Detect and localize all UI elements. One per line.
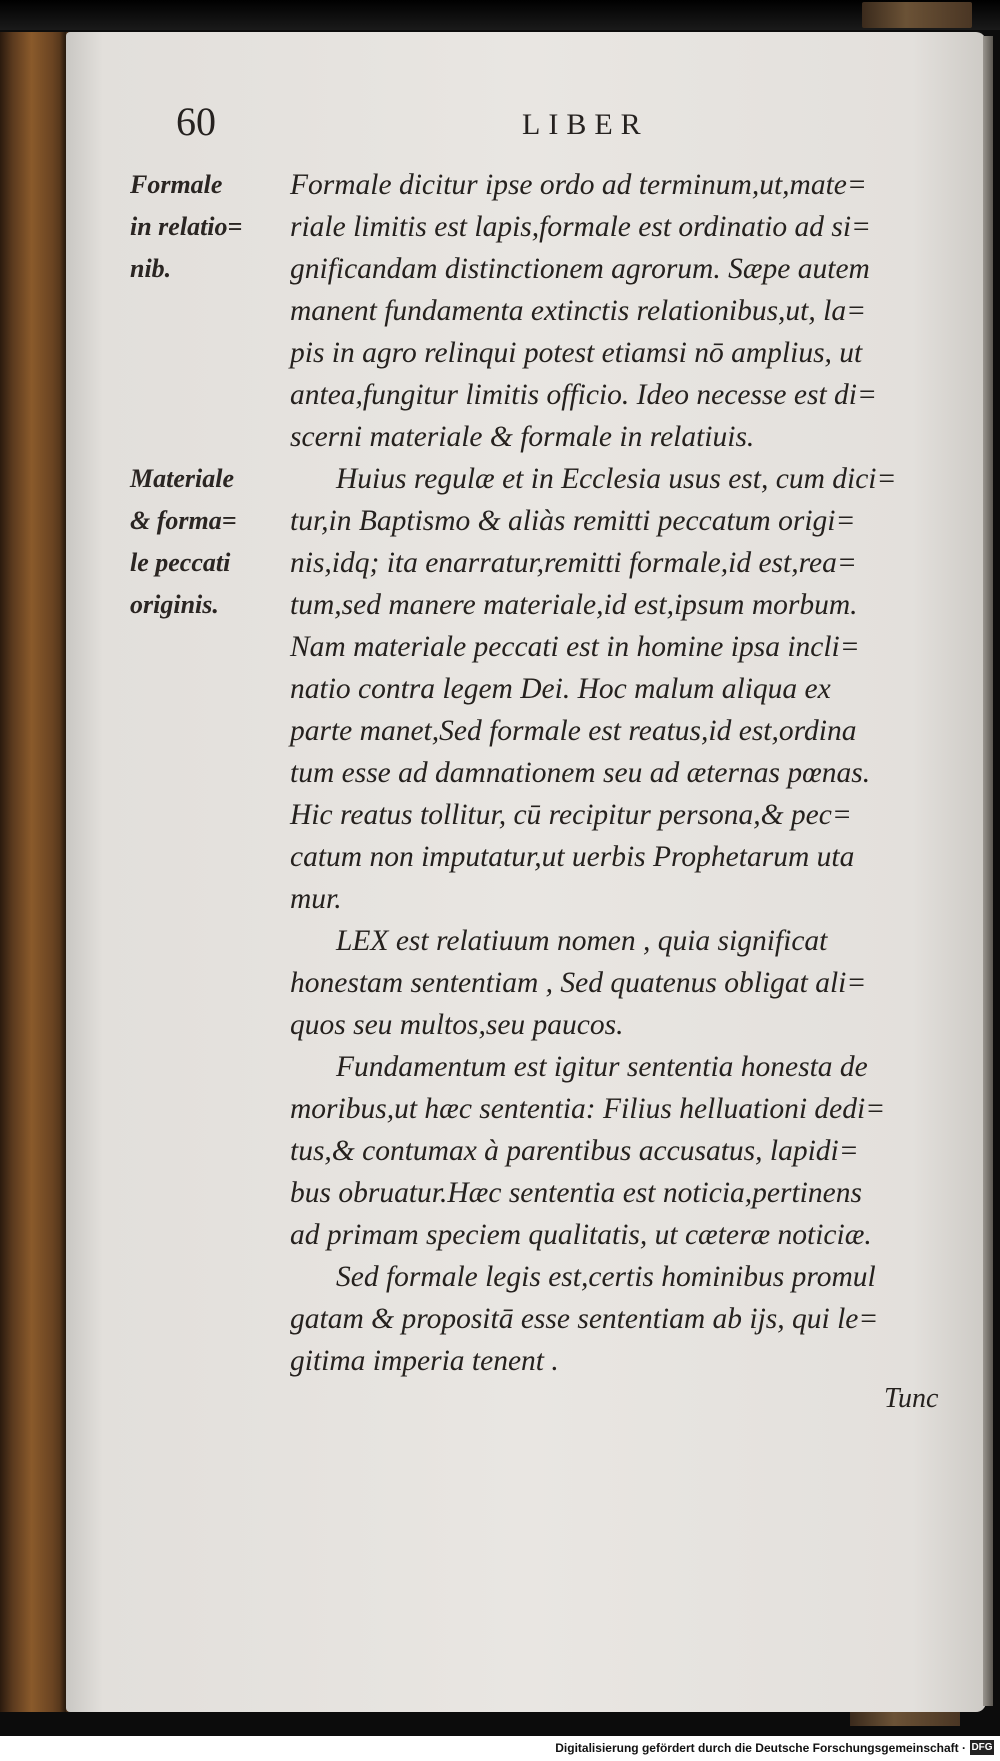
text-line: antea,fungitur limitis officio. Ideo necesse est di= (290, 379, 877, 411)
text-line: gnificandam distinctionem agrorum. Sæpe autem (290, 253, 870, 285)
text-line: Huius regulæ et in Ecclesia usus est, cum dici= (336, 463, 897, 495)
text-line: tum esse ad damnationem seu ad æternas pœnas. (290, 757, 871, 789)
marginal-note-formale (130, 164, 280, 290)
text-line: gatam & propositā esse sententiam ab ijs, qui le= (290, 1303, 879, 1335)
marginal-note-materiale (130, 458, 280, 626)
text-line: ad primam speciem qualitatis, ut cæteræ noticiæ. (290, 1219, 872, 1251)
book-spine (0, 32, 70, 1712)
text-line: catum non imputatur,ut uerbis Prophetarum uta (290, 841, 855, 873)
page-edge-shadow (983, 36, 993, 1706)
text-line: scerni materiale & formale in relatiuis. (290, 421, 755, 453)
text-line: quos seu multos,seu paucos. (290, 1009, 624, 1041)
top-bookmark-tab (862, 2, 972, 28)
text-line: gitima imperia tenent . (290, 1345, 559, 1377)
text-line: mur. (290, 883, 342, 915)
text-line: tur,in Baptismo & aliàs remitti peccatum origi= (290, 505, 856, 537)
marginal-note-line: & forma= (130, 506, 237, 535)
text-line: tum,sed manere materiale,id est,ipsum morbum. (290, 589, 858, 621)
scan-top-edge (0, 0, 1000, 30)
bottom-bookmark-tab (850, 1712, 960, 1726)
running-head: LIBER (522, 108, 649, 141)
text-line: Fundamentum est igitur sententia honesta de (336, 1051, 868, 1083)
marginal-note-line: originis. (130, 590, 219, 619)
text-line: riale limitis est lapis,formale est ordinatio ad si= (290, 211, 871, 243)
catchword: Tunc (884, 1383, 939, 1414)
page-number: 60 (176, 99, 216, 144)
text-line: LEX est relatiuum nomen , quia significat (336, 925, 828, 957)
marginal-note-line: le peccati (130, 548, 231, 577)
marginal-note-line: Formale (130, 170, 223, 199)
text-line: parte manet,Sed formale est reatus,id est,ordina (290, 715, 857, 747)
text-line: manent fundamenta extinctis relationibus,ut, la= (290, 295, 866, 327)
marginal-note-line: nib. (130, 254, 172, 283)
text-line: pis in agro relinqui potest etiamsi nō amplius, ut (290, 337, 863, 369)
text-line: Nam materiale peccati est in homine ipsa incli= (290, 631, 860, 663)
main-text-block (290, 164, 958, 1382)
dfg-logo-icon: DFG (971, 1742, 993, 1753)
text-line: Sed formale legis est,certis hominibus promul (336, 1261, 876, 1293)
text-line: nis,idq; ita enarratur,remitti formale,id est,rea= (290, 547, 857, 579)
text-line: bus obruatur.Hæc sententia est noticia,pertinens (290, 1177, 862, 1209)
funding-credit: Digitalisierung gefördert durch die Deutsche Forschungsgemeinschaft · (555, 1741, 966, 1755)
text-line: Hic reatus tollitur, cū recipitur persona,& pec= (290, 799, 852, 831)
marginal-note-line: Materiale (130, 464, 234, 493)
marginal-note-line: in relatio= (130, 212, 243, 241)
text-line: Formale dicitur ipse ordo ad terminum,ut,mate= (290, 169, 867, 201)
text-line: tus,& contumax à parentibus accusatus, lapidi= (290, 1135, 859, 1167)
text-line: honestam sententiam , Sed quatenus obligat ali= (290, 967, 867, 999)
text-line: natio contra legem Dei. Hoc malum aliqua ex (290, 673, 831, 705)
text-line: moribus,ut hæc sententia: Filius helluationi dedi= (290, 1093, 886, 1125)
